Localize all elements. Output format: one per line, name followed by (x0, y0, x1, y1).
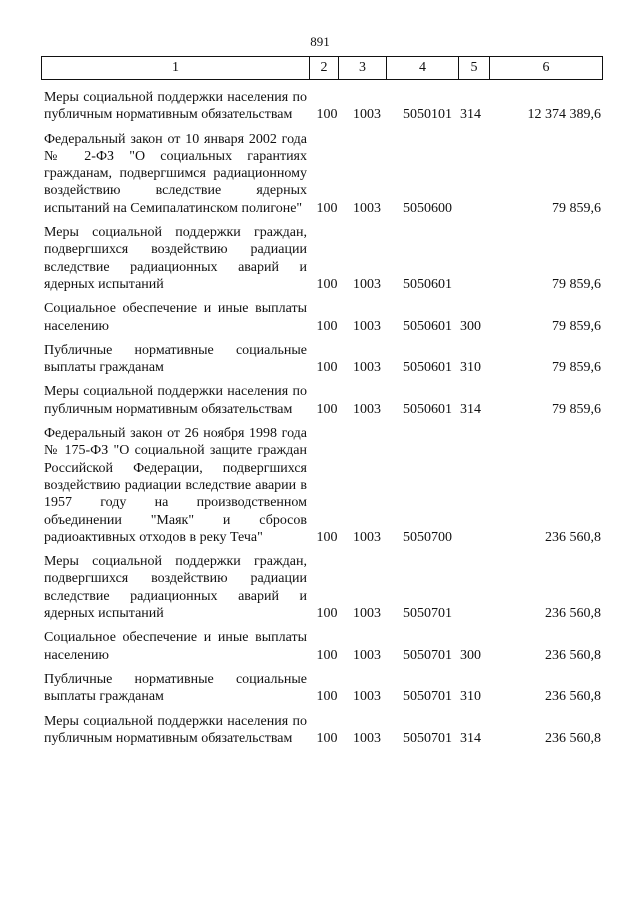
row-code-3: 1003 (353, 200, 381, 216)
row-code-3: 1003 (353, 730, 381, 746)
row-name: Меры социальной поддержки населения по публичным нормативным обязательствам (44, 384, 307, 417)
row-code-4: 5050601 (403, 360, 452, 376)
row-amount: 79 859,6 (552, 200, 601, 216)
row-name: Публичные нормативные социальные выплаты гражданам (44, 671, 307, 705)
row-amount: 236 560,8 (545, 606, 601, 622)
row-code-3: 1003 (353, 606, 381, 622)
row-code-5: 310 (460, 360, 481, 376)
page-number: 891 (310, 34, 330, 49)
row-code-3: 1003 (353, 401, 381, 417)
table-row (41, 131, 601, 217)
row-code-2: 100 (316, 689, 338, 705)
row-amount: 79 859,6 (552, 401, 601, 417)
row-name: Федеральный закон от 26 ноября 1998 года № 175-ФЗ "О социальной защите граждан Российской Федерации, подвергшихся воздействию радиации вследствие аварии в 1957 году на производственном объединении "Маяк" и сбросов радиоактивных отходов в реку Теча" (44, 426, 307, 545)
row-code-3: 1003 (353, 107, 381, 123)
row-name: Социальное обеспечение и иные выплаты населению (44, 301, 307, 334)
row-code-5: 314 (460, 107, 481, 123)
row-amount: 12 374 389,6 (527, 107, 601, 123)
table-row (41, 671, 601, 706)
table-row (41, 224, 601, 293)
row-amount: 236 560,8 (545, 730, 601, 746)
table-body (41, 89, 601, 754)
row-code-2: 100 (316, 606, 338, 622)
row-name: Социальное обеспечение и иные выплаты населению (44, 630, 307, 663)
row-code-4: 5050601 (403, 401, 452, 417)
row-amount: 79 859,6 (552, 276, 601, 292)
row-code-4: 5050700 (403, 529, 452, 545)
row-code-2: 100 (316, 529, 338, 545)
header-cell-6: 6 (490, 57, 603, 80)
row-code-4: 5050701 (403, 689, 452, 705)
row-amount: 79 859,6 (552, 360, 601, 376)
row-name: Меры социальной поддержки населения по публичным нормативным обязательствам (44, 713, 307, 746)
row-code-4: 5050701 (403, 606, 452, 622)
header-cell-1: 1 (42, 57, 310, 80)
row-code-4: 5050701 (403, 647, 452, 663)
row-code-2: 100 (316, 360, 338, 376)
row-code-4: 5050601 (403, 318, 452, 334)
row-code-3: 1003 (353, 360, 381, 376)
table-row (41, 629, 601, 664)
row-code-2: 100 (316, 200, 338, 216)
row-code-5: 300 (460, 647, 481, 663)
header-row (42, 57, 603, 80)
table-row (41, 425, 601, 546)
row-code-5: 300 (460, 318, 481, 334)
row-amount: 79 859,6 (552, 318, 601, 334)
row-code-2: 100 (316, 318, 338, 334)
row-code-3: 1003 (353, 647, 381, 663)
row-code-5: 310 (460, 689, 481, 705)
row-code-3: 1003 (353, 689, 381, 705)
row-code-2: 100 (316, 647, 338, 663)
table-row (41, 300, 601, 335)
header-cell-3: 3 (339, 57, 387, 80)
row-amount: 236 560,8 (545, 647, 601, 663)
row-code-4: 5050101 (403, 107, 452, 123)
table-row (41, 342, 601, 377)
row-name: Публичные нормативные социальные выплаты гражданам (44, 342, 307, 376)
row-code-3: 1003 (353, 318, 381, 334)
row-code-2: 100 (316, 730, 338, 746)
row-amount: 236 560,8 (545, 689, 601, 705)
row-name: Федеральный закон от 10 января 2002 года № 2-ФЗ "О социальных гарантиях гражданам, подвергшимся радиационному воздействию вследствие ядерных испытаний на Семипалатинском полигоне" (44, 131, 307, 216)
row-code-3: 1003 (353, 276, 381, 292)
header-cell-4: 4 (387, 57, 459, 80)
table-row (41, 713, 601, 748)
header-cell-2: 2 (310, 57, 339, 80)
table-row (41, 383, 601, 418)
row-name: Меры социальной поддержки населения по публичным нормативным обязательствам (44, 90, 307, 123)
row-code-2: 100 (316, 107, 338, 123)
row-amount: 236 560,8 (545, 529, 601, 545)
row-code-4: 5050600 (403, 200, 452, 216)
row-code-4: 5050601 (403, 276, 452, 292)
row-code-5: 314 (460, 730, 481, 746)
row-code-4: 5050701 (403, 730, 452, 746)
row-code-2: 100 (316, 276, 338, 292)
table-row (41, 89, 601, 124)
header-cell-5: 5 (459, 57, 490, 80)
row-code-5: 314 (460, 401, 481, 417)
column-header-table (41, 56, 603, 80)
table-row (41, 553, 601, 622)
row-name: Меры социальной поддержки граждан, подвергшихся воздействию радиации вследствие радиационных аварий и ядерных испытаний (44, 225, 307, 292)
row-name: Меры социальной поддержки граждан, подвергшихся воздействию радиации вследствие радиационных аварий и ядерных испытаний (44, 554, 307, 622)
row-code-3: 1003 (353, 529, 381, 545)
row-code-2: 100 (316, 401, 338, 417)
